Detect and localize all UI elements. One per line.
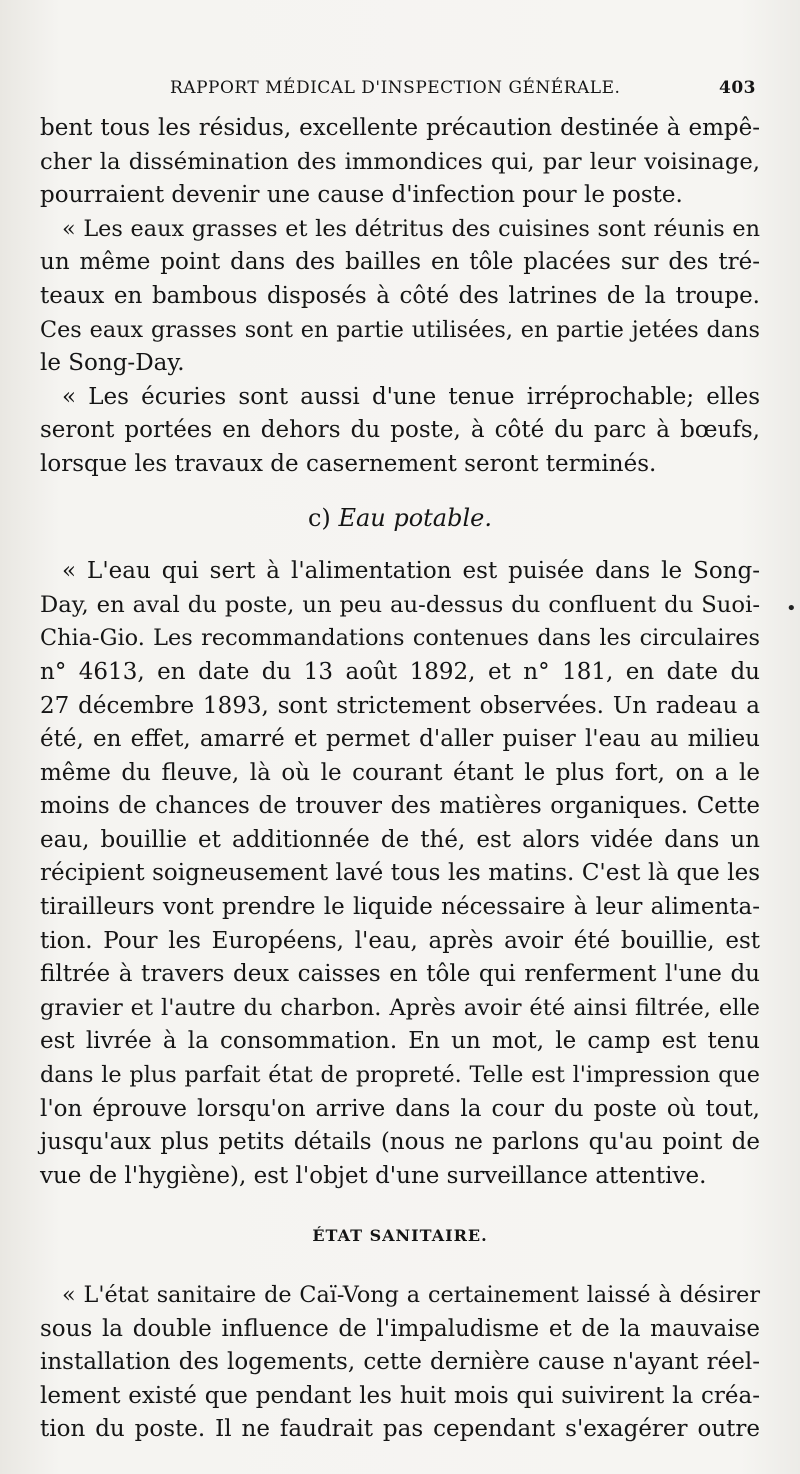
text-line: Ces eaux grasses sont en partie utilisées, en partie jetées dans: [40, 316, 760, 343]
text-line: sous la double influence de l'impaludisme et de la mauvaise: [40, 1315, 760, 1342]
paragraph-3: [40, 381, 760, 482]
text-line: est livrée à la consommation. En un mot, le camp est tenu: [40, 1028, 760, 1055]
text-line: même du fleuve, là où le courant étant le plus fort, on a le: [40, 759, 760, 786]
text-line: seront portées en dehors du poste, à côté du parc à bœufs,: [40, 417, 760, 444]
text-line: n° 4613, en date du 13 août 1892, et n° 181, en date du: [40, 658, 760, 685]
text-line: 27 décembre 1893, sont strictement observées. Un radeau a: [40, 692, 760, 719]
page-number: 403: [719, 78, 756, 98]
text-line: eau, bouillie et additionnée de thé, est alors vidée dans un: [40, 826, 760, 853]
section-heading: ÉTAT SANITAIRE.: [312, 1226, 488, 1246]
text-line: « Les eaux grasses et les détritus des cuisines sont réunis en: [62, 215, 760, 242]
text-line: teaux en bambous disposés à côté des latrines de la troupe.: [40, 282, 760, 309]
text-line: tion. Pour les Européens, l'eau, après avoir été bouillie, est: [40, 927, 760, 954]
text-line: « Les écuries sont aussi d'une tenue irréprochable; elles: [62, 383, 760, 410]
subsection-letter: c): [307, 503, 331, 532]
text-line: filtrée à travers deux caisses en tôle qui renferment l'une du: [40, 961, 760, 988]
text-line: jusqu'aux plus petits détails (nous ne parlons qu'au point de: [40, 1129, 760, 1156]
text-line: « L'état sanitaire de Caï-Vong a certainement laissé à désirer: [62, 1282, 760, 1308]
running-title: RAPPORT MÉDICAL D'INSPECTION GÉNÉRALE.: [170, 78, 621, 98]
text-line: pourraient devenir une cause d'infection pour le poste.: [40, 182, 683, 209]
text-line: cher la dissémination des immondices qui, par leur voisinage,: [40, 148, 760, 175]
text-line: le Song-Day.: [40, 350, 185, 377]
text-line: installation des logements, cette dernière cause n'ayant réel-: [40, 1349, 760, 1376]
text-line: Chia-Gio. Les recommandations contenues dans les circulaires: [40, 625, 760, 652]
text-line: tion du poste. Il ne faudrait pas cependant s'exagérer outre: [40, 1416, 760, 1443]
text-line: lorsque les travaux de casernement seront terminés.: [40, 450, 657, 477]
subsection-heading: [40, 502, 760, 536]
text-line: vue de l'hygiène), est l'objet d'une surveillance attentive.: [40, 1162, 707, 1189]
text-line: moins de chances de trouver des matières organiques. Cette: [40, 793, 760, 820]
paragraph-4: [40, 555, 760, 1193]
running-header: [170, 74, 756, 102]
paragraph-1: [40, 112, 760, 213]
text-line: gravier et l'autre du charbon. Après avoir été ainsi filtrée, elle: [40, 994, 760, 1021]
paragraph-5: [40, 1279, 760, 1447]
text-line: été, en effet, amarré et permet d'aller puiser l'eau au milieu: [40, 726, 760, 753]
paragraph-2: [40, 213, 760, 381]
text-line: un même point dans des bailles en tôle placées sur des tré-: [40, 249, 760, 276]
text-line: bent tous les résidus, excellente précaution destinée à empê-: [40, 115, 760, 141]
text-line: l'on éprouve lorsqu'on arrive dans la cour du poste où tout,: [40, 1095, 760, 1122]
text-line: récipient soigneusement lavé tous les matins. C'est là que les: [40, 860, 760, 887]
margin-speck: •: [786, 598, 797, 619]
body-text: [40, 112, 760, 1447]
text-line: lement existé que pendant les huit mois qui suivirent la créa-: [40, 1382, 760, 1409]
text-line: dans le plus parfait état de propreté. Telle est l'impression que: [40, 1062, 760, 1089]
text-line: « L'eau qui sert à l'alimentation est puisée dans le Song-: [62, 558, 760, 585]
text-line: Day, en aval du poste, un peu au-dessus du confluent du Suoi-: [40, 591, 760, 618]
text-line: tirailleurs vont prendre le liquide nécessaire à leur alimenta-: [40, 894, 760, 921]
subsection-title: Eau potable.: [338, 503, 492, 532]
